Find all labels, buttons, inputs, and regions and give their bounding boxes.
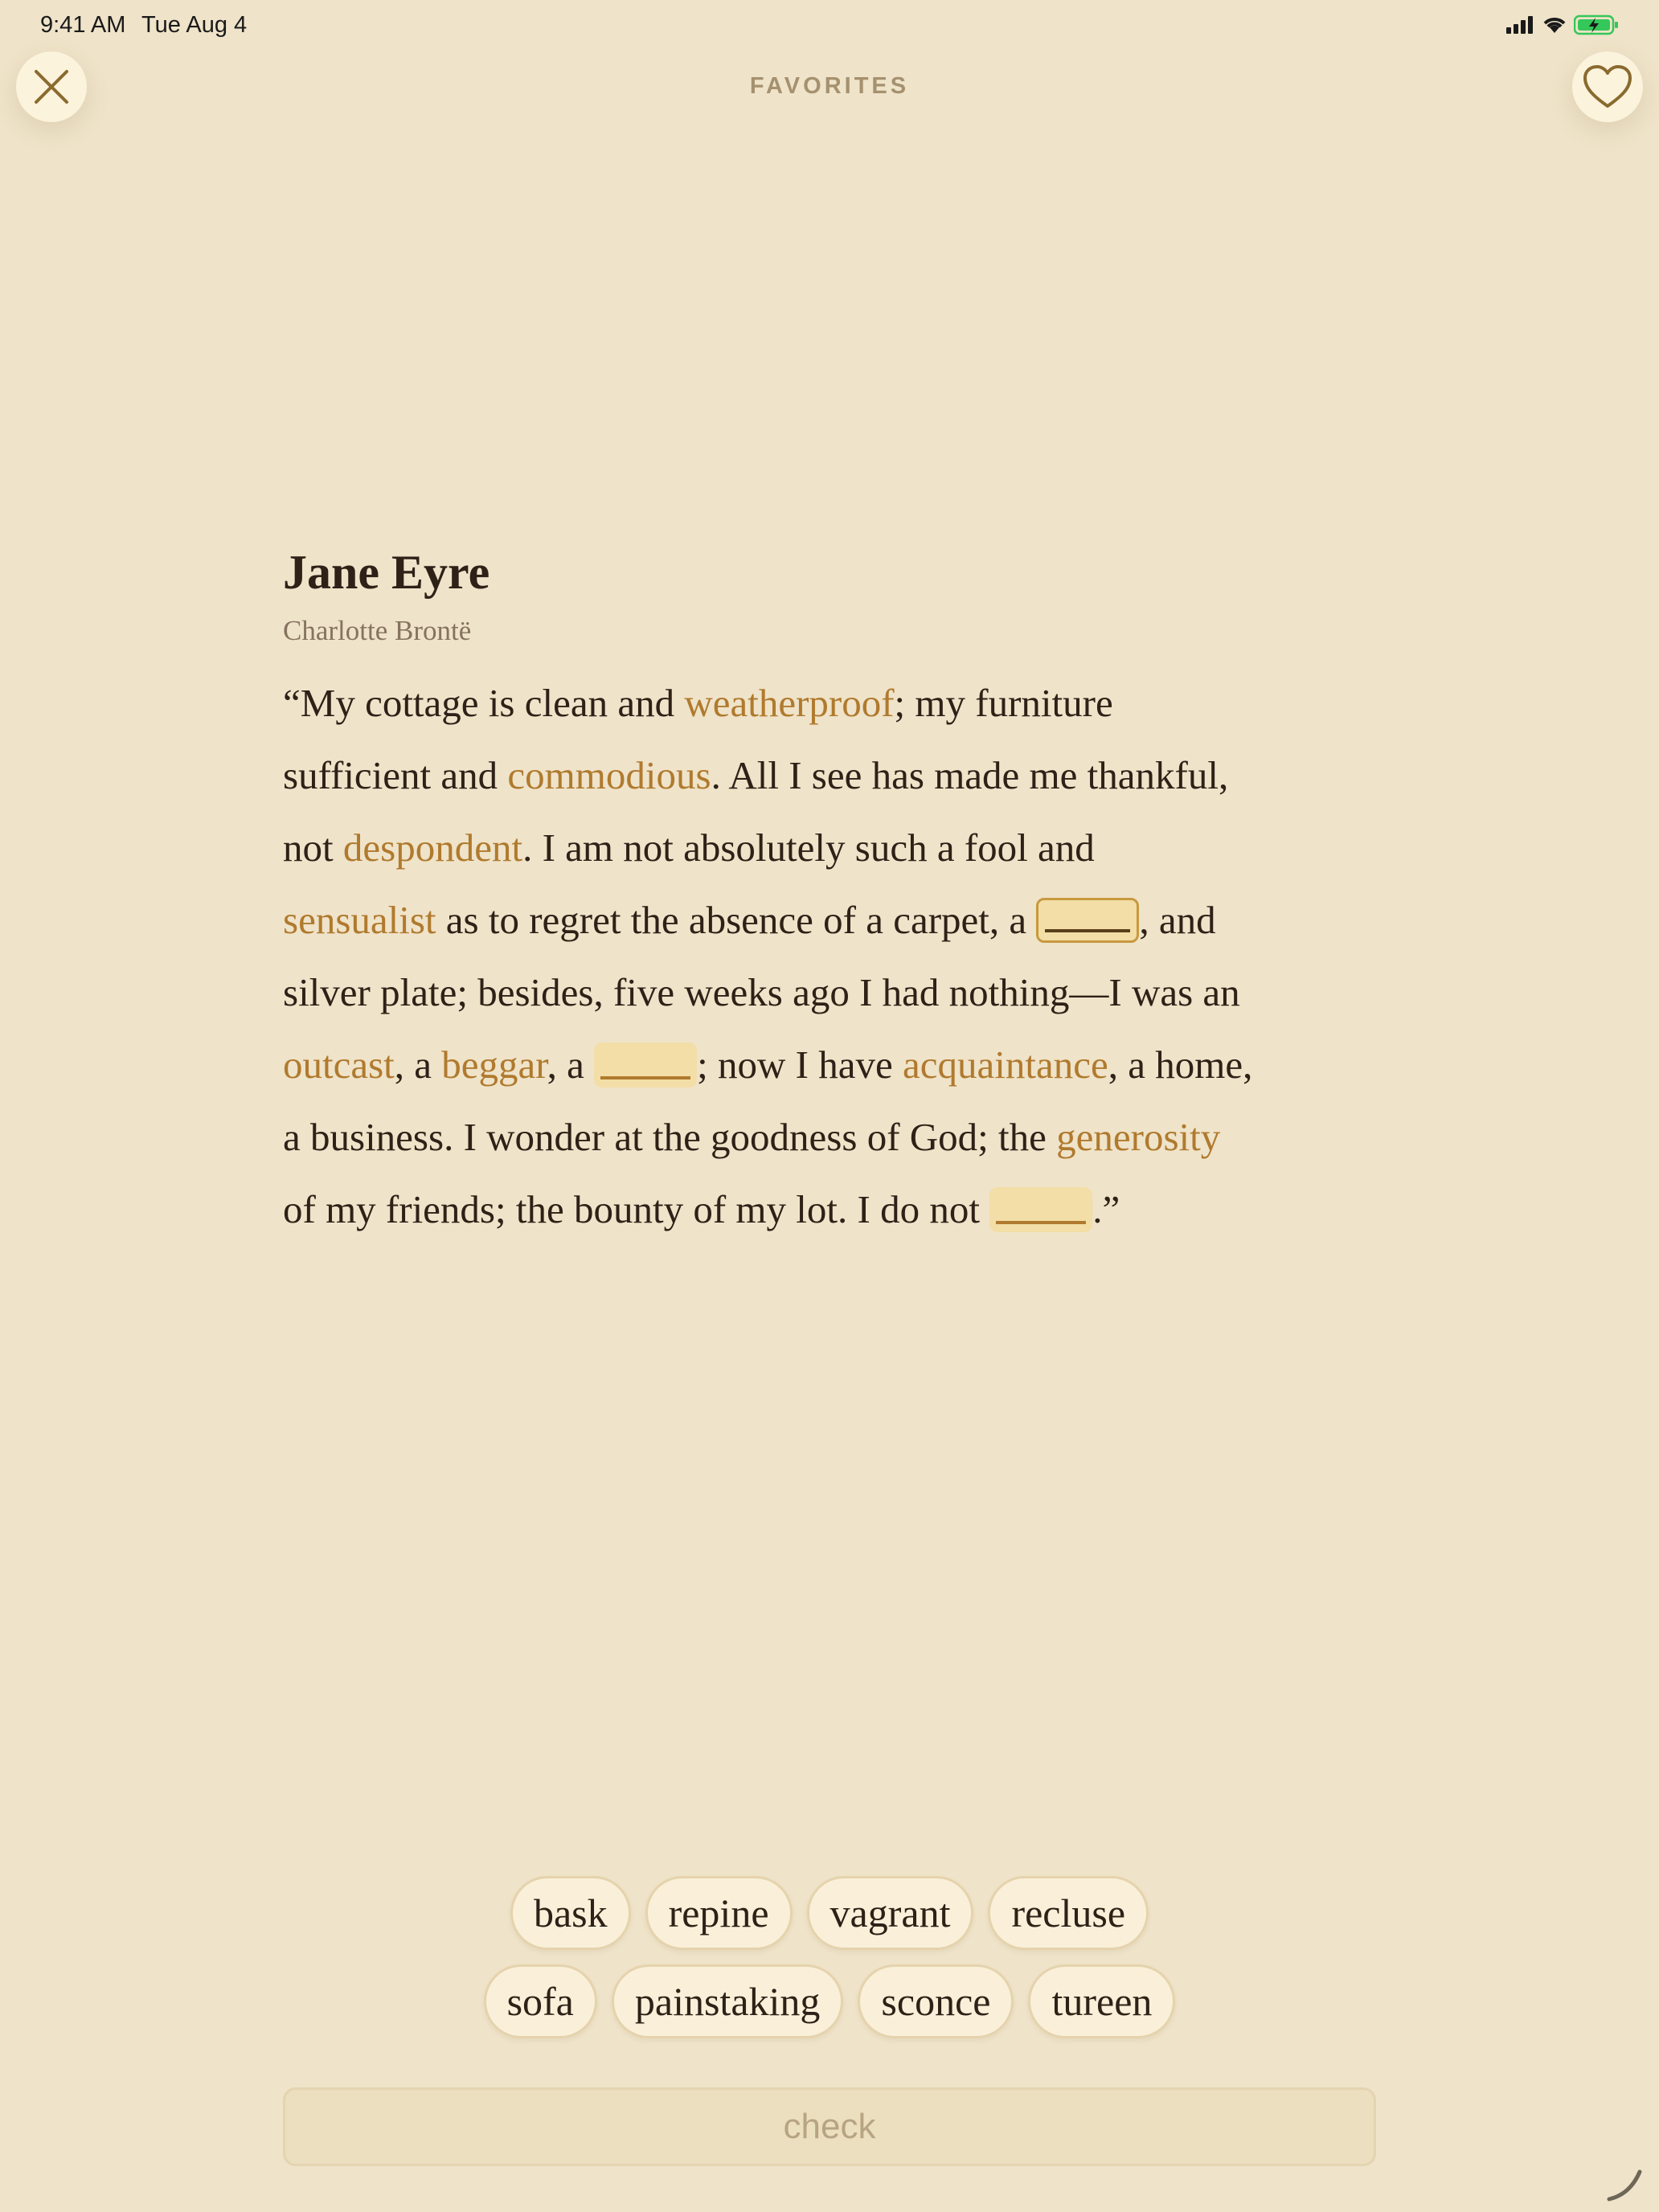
word-chip[interactable]: bask [510, 1876, 631, 1950]
answer-blank[interactable] [989, 1187, 1092, 1232]
passage-line [283, 884, 1376, 956]
passage-text: . I am not absolutely such a fool and [522, 825, 1095, 870]
answer-blank[interactable] [594, 1043, 697, 1088]
passage-line [283, 1174, 1376, 1246]
passage-line [283, 956, 1376, 1029]
passage-text: not [283, 825, 343, 870]
resize-handle-icon [1603, 2157, 1651, 2206]
status-icons [1506, 14, 1619, 35]
passage-text: . All I see has made me thankful, [711, 753, 1229, 797]
vocab-word[interactable]: beggar [441, 1043, 547, 1087]
answer-blank-active[interactable] [1036, 898, 1139, 943]
page-title: FAVORITES [749, 73, 910, 99]
word-chip[interactable]: sconce [858, 1964, 1014, 2038]
wifi-icon [1542, 15, 1567, 35]
status-bar [0, 0, 1659, 51]
word-chip[interactable]: painstaking [612, 1964, 844, 2038]
passage-text: of my friends; the bounty of my lot. I do not [283, 1187, 990, 1231]
passage-text: .” [1092, 1187, 1120, 1231]
cellular-signal-icon [1506, 16, 1535, 34]
vocab-word[interactable]: despondent [342, 825, 523, 870]
passage-line [283, 812, 1376, 884]
battery-charging-icon [1574, 14, 1619, 35]
word-chip[interactable]: tureen [1028, 1964, 1175, 2038]
word-chip[interactable]: repine [645, 1876, 793, 1950]
vocab-word[interactable]: acquaintance [902, 1043, 1108, 1087]
vocab-word[interactable]: sensualist [283, 898, 436, 942]
passage-text: , and [1139, 898, 1216, 942]
passage-text: sufficient and [283, 753, 508, 797]
passage-line [283, 667, 1376, 739]
passage-text: as to regret the absence of a carpet, a [436, 898, 1037, 942]
passage-text: silver plate; besides, five weeks ago I had nothing—I was an [283, 970, 1240, 1014]
vocab-word[interactable]: generosity [1056, 1115, 1221, 1159]
status-date: Tue Aug 4 [141, 12, 248, 38]
vocab-word[interactable]: weatherproof [684, 681, 895, 725]
word-bank-row [0, 1876, 1659, 1950]
passage-line [283, 739, 1376, 812]
passage-text: a business. I wonder at the goodness of God; the [283, 1115, 1057, 1159]
word-chip[interactable]: sofa [484, 1964, 597, 2038]
passage-text: ; now I have [697, 1043, 903, 1087]
status-time: 9:41 AM [40, 12, 126, 38]
book-title: Jane Eyre [283, 546, 490, 599]
passage-line [283, 1029, 1376, 1101]
word-bank [0, 1876, 1659, 2053]
check-button[interactable]: check [283, 2087, 1376, 2166]
word-bank-row [0, 1964, 1659, 2038]
favorite-button[interactable] [1572, 51, 1643, 122]
word-chip[interactable]: vagrant [807, 1876, 974, 1950]
passage-line [283, 1101, 1376, 1174]
vocab-word[interactable]: commodious [507, 753, 711, 797]
heart-icon [1583, 64, 1632, 109]
passage-text: , a [547, 1043, 595, 1087]
word-chip[interactable]: recluse [988, 1876, 1149, 1950]
passage-text: , a home, [1108, 1043, 1253, 1087]
passage [283, 667, 1376, 1246]
passage-text: ; my furniture [894, 681, 1113, 725]
passage-text: , a [394, 1043, 442, 1087]
passage-text: “My cottage is clean and [283, 681, 685, 725]
vocab-word[interactable]: outcast [283, 1043, 395, 1087]
book-author: Charlotte Brontë [283, 615, 472, 646]
